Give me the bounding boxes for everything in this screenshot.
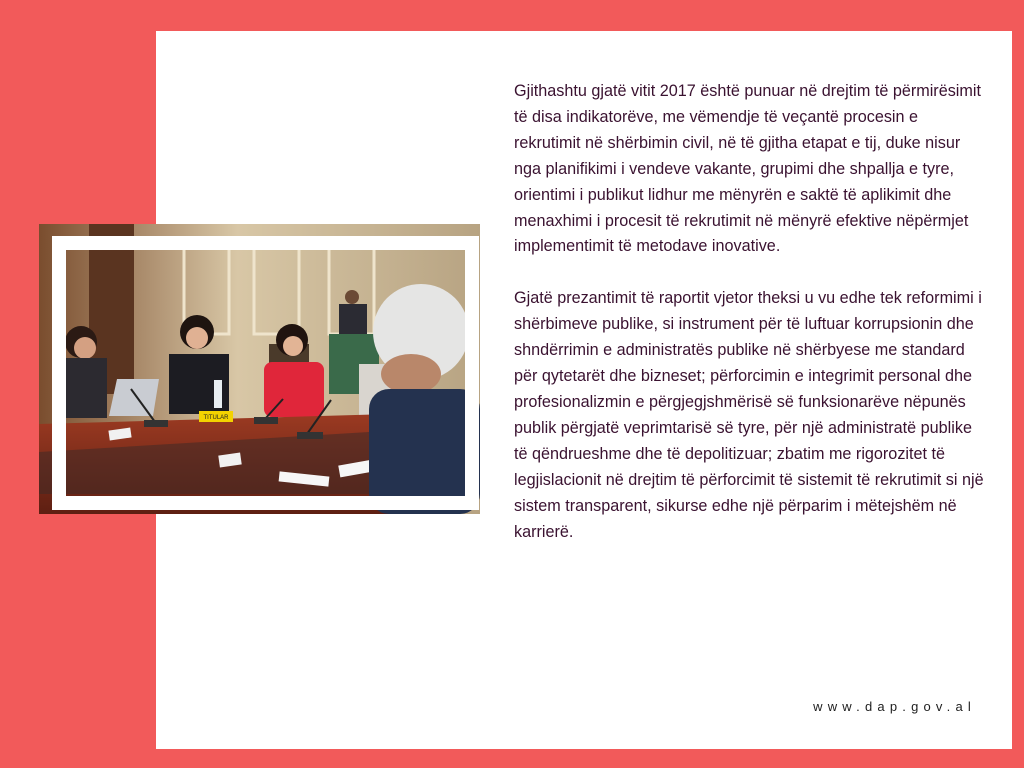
nameplate-text: TITULAR [203,415,229,421]
mic-base [144,420,168,427]
mic-base [254,417,278,424]
foreground-man-neck [381,354,441,394]
foreground-man-body [369,389,480,514]
person-background-head [345,290,359,304]
person-second-face [186,327,208,349]
paragraph-2: Gjatë prezantimit të raportit vjetor theksi u vu edhe tek reformimi i shërbimeve publike, si instrument për të luftuar korrupsionin dhe shndërrimin e administratës publike në shërbyese me standard për qytetarët dhe bizneset; përforcimin e integrimit personal dhe profesionalizmin e përgjegjshmërisë së funksionarëve nëpunës publik përgjatë veprimtarisë së tyre, për një administratë publike të qëndrueshme dhe të depolitizuar; zbatim me rigorozitet të legjislacionit në drejtim të përforcimit të sistemit të rekrutimit si një sistem transparent, sikurse edhe një përparim i mëtejshëm në karrierë. [514,289,984,541]
body-text [514,79,984,545]
laptop [109,379,159,416]
person-left-face [74,337,96,359]
mic-base [297,432,323,439]
paragraph-1: Gjithashtu gjatë vitit 2017 është punuar në drejtim të përmirësimit të disa indikatorëve, me vëmendje të veçantë procesin e rekrutimit në shërbimin civil, në të gjitha etapat e tij, duke nisur nga planifikimi i vendeve vakante, grupimi dhe shpallja e tyre, orientimi i publikut lidhur me mënyrën e saktë të aplikimit dhe menaxhimi i procesit të rekrutimit në mënyrë efektive nëpërmjet implementimit të metodave inovative. [514,82,981,256]
website-url: www.dap.gov.al [813,699,976,714]
water-bottle [214,380,222,408]
person-third-face [283,336,303,356]
meeting-photo [39,224,480,514]
